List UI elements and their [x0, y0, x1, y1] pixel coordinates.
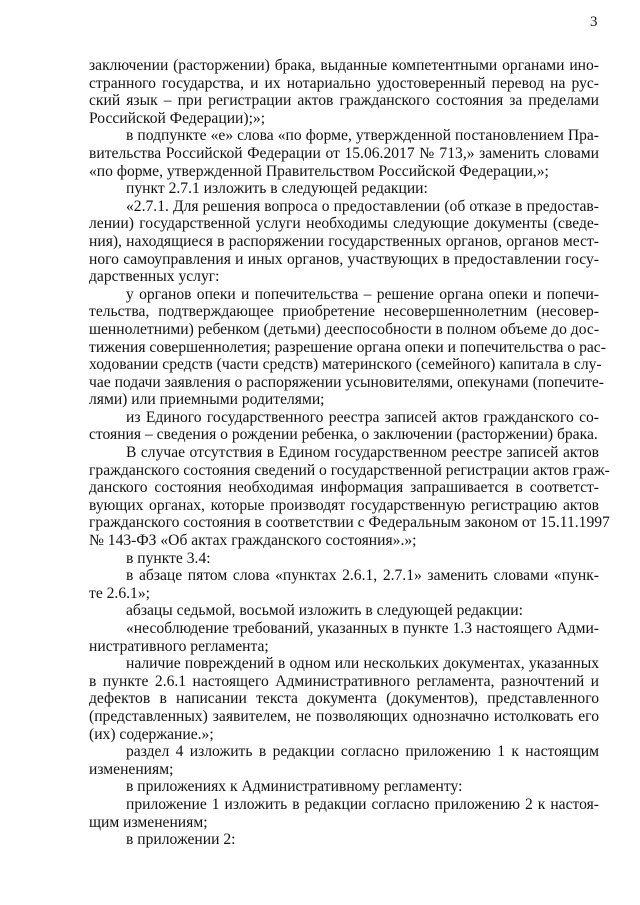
text-line: наличие повреждений в одном или нескольких документах, указанных — [126, 655, 599, 673]
text-line: вующих органах, которые производят государственную регистрацию актов — [89, 496, 599, 514]
text-line: изменениям; — [89, 760, 174, 778]
paragraph-missing-registry-data — [89, 444, 610, 550]
text-line: в пункте 2.6.1 настоящего Административного регламента, разночтений и — [89, 672, 599, 690]
text-line: заключении (расторжении) брака, выданные компетентными органами ино- — [89, 57, 599, 74]
text-line: в приложениях к Административному регламенту: — [126, 778, 463, 796]
text-line: дефектов в написании текста документа (документов), представленного — [89, 690, 599, 708]
paragraph-guardianship-bodies — [89, 285, 606, 409]
paragraph-point-3-4 — [89, 550, 599, 568]
text-line: ходовании средств (части средств) материнского (семейного) капитала в слу- — [89, 356, 602, 374]
text-line: в абзаце пятом слова «пунктах 2.6.1, 2.7.1» заменить словами «пунк- — [126, 567, 599, 585]
text-line: тижения совершеннолетия; разрешение органа опеки и попечительства о рас- — [89, 338, 606, 356]
paragraph-document-damage — [89, 655, 599, 743]
page-number: 3 — [590, 14, 598, 30]
text-line: пункт 2.7.1 изложить в следующей редакции: — [126, 180, 428, 198]
text-line: № 143-ФЗ «Об актах гражданского состояния».»; — [89, 532, 417, 550]
text-line: в приложении 2: — [126, 831, 236, 849]
text-line: те 2.6.1»; — [89, 584, 150, 602]
text-line: из Единого государственного реестра записей актов гражданского со- — [126, 408, 599, 426]
paragraph-appendices-intro — [89, 778, 599, 796]
text-line: В случае отсутствия в Едином государственном реестре записей актов — [126, 444, 599, 462]
paragraph-point-2-7-1 — [89, 198, 599, 286]
paragraph-point-2-7-1-intro — [89, 180, 599, 198]
document-body — [89, 57, 610, 849]
paragraph-subpoint-e — [89, 127, 599, 180]
paragraph-fifth-subparagraph — [89, 567, 599, 602]
paragraph-unified-registry — [89, 409, 599, 444]
text-line: странного государства, и их нотариально удостоверенный перевод на рус- — [89, 74, 599, 92]
text-line: шеннолетними) ребенком (детьми) дееспособности в полном объеме до дос- — [89, 320, 600, 338]
text-line: чае подачи заявления о распоряжении усыновителями, опекунами (попечите- — [89, 373, 605, 391]
text-line: ния), находящиеся в распоряжении государственных органов, органов мест- — [89, 232, 599, 250]
paragraph-appendix-2 — [89, 831, 599, 849]
text-line: (представленных) заявителем, не позволяющих однозначно истолковать его — [89, 707, 599, 725]
text-line: нистративного регламента; — [89, 637, 269, 655]
text-line: вительства Российской Федерации от 15.06.2017 № 713,» заменить словами — [89, 144, 599, 162]
paragraph-section-4 — [89, 743, 599, 778]
text-line: стояния – сведения о рождении ребенка, о заключении (расторжении) брака. — [89, 426, 598, 444]
text-line: щим изменениям; — [89, 813, 208, 831]
paragraph-marriage-documents-foreign — [89, 57, 599, 127]
text-line: «по форме, утвержденной Правительством Российской Федерации,»; — [89, 162, 549, 180]
text-line: дарственных услуг: — [89, 268, 220, 286]
text-line: в подпункте «е» слова «по форме, утвержденной постановлением Пра- — [126, 127, 599, 145]
text-line: ного самоуправления и иных органов, участвующих в предоставлении госу- — [89, 250, 599, 268]
text-line: гражданского состояния сведений о государственной регистрации актов граж- — [89, 461, 610, 479]
text-line: «несоблюдение требований, указанных в пункте 1.3 настоящего Адми- — [126, 620, 599, 637]
text-line: тельства, подтверждающее приобретение несовершеннолетним (несовер- — [89, 303, 599, 321]
text-line: гражданского состояния в соответствии с Федеральным законом от 15.11.1997 — [89, 514, 610, 532]
text-line: «2.7.1. Для решения вопроса о предоставлении (об отказе в предостав- — [126, 197, 599, 215]
text-line: абзацы седьмой, восьмой изложить в следующей редакции: — [126, 602, 523, 620]
paragraph-noncompliance — [89, 620, 599, 655]
text-line: Российской Федерации);»; — [89, 109, 266, 127]
text-line: в пункте 3.4: — [126, 549, 211, 567]
text-line: приложение 1 изложить в редакции согласно приложению 2 к настоя- — [126, 795, 599, 813]
paragraph-appendix-1 — [89, 796, 599, 831]
text-line: лями) или приемными родителями; — [89, 391, 325, 409]
paragraph-seventh-eighth-subparagraphs — [89, 602, 599, 620]
text-line: у органов опеки и попечительства – решение органа опеки и попечи- — [126, 285, 599, 303]
text-line: данского состояния необходимая информация запрашивается в соответст- — [89, 479, 599, 497]
text-line: раздел 4 изложить в редакции согласно приложению 1 к настоящим — [126, 743, 599, 761]
text-line: (их) содержание.»; — [89, 725, 214, 743]
text-line: ский язык – при регистрации актов гражданского состояния за пределами — [89, 92, 599, 110]
text-line: лении) государственной услуги необходимы следующие документы (сведе- — [89, 215, 599, 233]
